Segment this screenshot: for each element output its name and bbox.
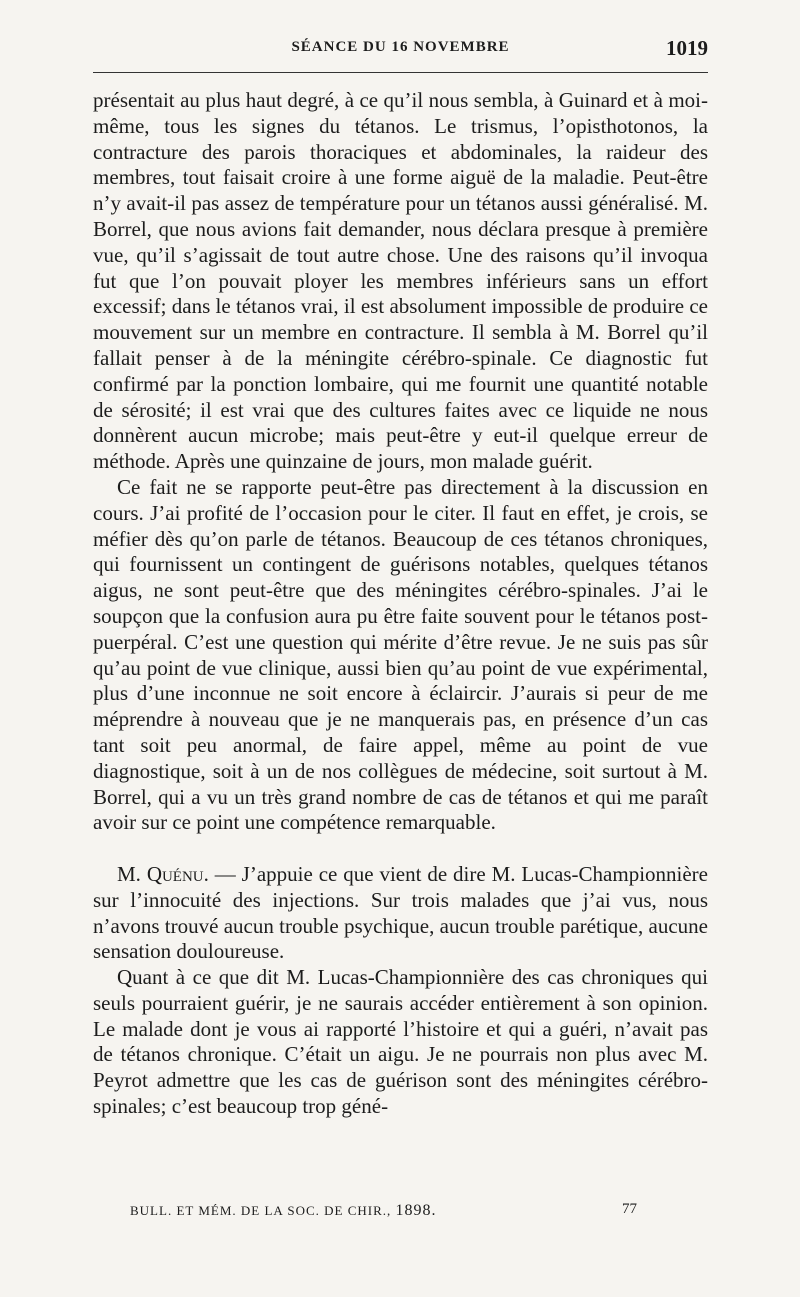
paragraph-continuation: présentait au plus haut degré, à ce qu’il nous sembla, à Guinard et à moi-même, tous les signes du tétanos. Le trismus, l’opisthotonos, la contracture des parois thoraciques et abdominales, la raideur des membres, tout faisait croire à une forme aiguë de la maladie. Peut-être n’y avait-il pas assez de température pour un tétanos aussi généralisé. M. Borrel, que nous avions fait demander, nous déclara presque à première vue, qu’il s’agissait de tout autre chose. Une des raisons qu’il invoqua fut que l’on pouvait ployer les membres inférieurs sans un effort excessif; dans le tétanos vrai, il est absolument impossible de produire ce mouvement sur un membre en contracture. Il sembla à M. Borrel qu’il fallait penser à de la méningite cérébro-spinale. Ce diagnostic fut confirmé par la ponction lombaire, qui me fournit une quantité notable de sérosité; il est vrai que des cultures faites avec ce liquide ne nous donnèrent aucun microbe; mais peut-être y eut-il quelque erreur de méthode. Après une quinzaine de jours, mon malade guérit. <box>93 88 708 474</box>
page-number: 1019 <box>666 36 708 60</box>
running-head <box>93 36 708 60</box>
body-text <box>93 88 708 1120</box>
publication-year: 1898. <box>395 1202 437 1219</box>
speaker-name: M. Quénu. <box>117 861 209 886</box>
paragraph-borrel-commentary: Ce fait ne se rapporte peut-être pas directement à la discussion en cours. J’ai profité de l’occasion pour le citer. Il faut en effet, je crois, se méfier dès qu’on parle de tétanos. Beaucoup de ces tétanos chroniques, qui fournissent un contingent de guérisons notables, quelques tétanos aigus, ne sont peut-être que des méningites cérébro-spinales. J’ai le soupçon que la confusion aura pu être faite souvent pour le tétanos post-puerpéral. C’est une question qui mérite d’être revue. Je ne suis pas sûr qu’au point de vue clinique, aussi bien qu’au point de vue expérimental, plus d’une inconnue ne soit encore à éclaircir. J’aurais si peur de me méprendre à nouveau que je ne manquerais pas, en présence d’un cas tant soit peu anormal, de faire appel, même au point de vue diagnostique, soit à un de nos collègues de médecine, soit surtout à M. Borrel, qui a vu un très grand nombre de cas de tétanos et qui me paraît avoir sur ce point une compétence remarquable. <box>93 474 708 835</box>
publication-name: BULL. ET MÉM. DE LA SOC. DE CHIR., <box>130 1203 392 1218</box>
header-rule <box>93 72 708 73</box>
footer-publication <box>130 1202 437 1220</box>
signature-mark: 77 <box>622 1201 637 1217</box>
paragraph-quenu-intervention <box>93 862 708 965</box>
running-title: SÉANCE DU 16 NOVEMBRE <box>291 39 510 55</box>
paragraph-quenu-opinion: Quant à ce que dit M. Lucas-Championnière des cas chroniques qui seuls pourraient guérir, je ne saurais accéder entièrement à son opinion. Le malade dont je vous ai rapporté l’histoire et qui a guéri, n’avait pas de tétanos chronique. C’était un aigu. Je ne pourrais non plus avec M. Peyrot admettre que les cas de guérison sont des méningites cérébro-spinales; c’est beaucoup trop géné- <box>93 965 708 1119</box>
intervention-text: — J’appuie ce que vient de dire M. Lucas-Championnière sur l’innocuité des injections. Sur trois malades que j’ai vus, nous n’avons trouvé aucun trouble psychique, aucun trouble parétique, aucune sensation douloureuse. <box>93 861 708 964</box>
